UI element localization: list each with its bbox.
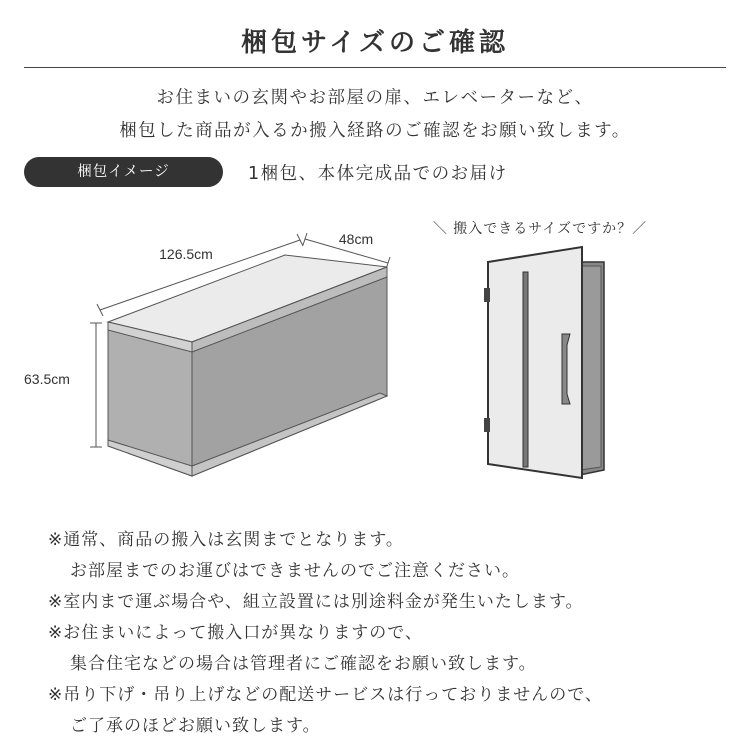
note-4: ※吊り下げ・吊り上げなどの配送サービスは行っておりませんので、 — [48, 685, 603, 705]
note-3-cont: 集合住宅などの場合は管理者にご確認をお願い致します。 — [70, 654, 537, 674]
page-title: 梱包サイズのご確認 — [241, 28, 509, 58]
note-3: ※お住まいによって搬入口が異なりますので、 — [48, 623, 423, 643]
package-diagram — [0, 205, 750, 505]
note-4-cont: ご了承のほどお願い致します。 — [70, 716, 321, 736]
note-2: ※室内まで運ぶ場合や、組立設置には別途料金が発生いたします。 — [48, 592, 584, 612]
door-caption: ＼ 搬入できるサイズですか？／ — [432, 221, 648, 237]
title-divider — [24, 67, 726, 68]
package-image-badge: 梱包イメージ — [24, 157, 223, 187]
note-1: ※通常、商品の搬入は玄関までとなります。 — [48, 530, 404, 550]
intro-line-2: 梱包した商品が入るか搬入経路のご確認をお願い致します。 — [119, 121, 631, 141]
door-illustration — [484, 247, 604, 478]
width-label: 126.5cm — [159, 246, 213, 262]
height-label: 63.5cm — [24, 371, 70, 387]
package-box — [108, 255, 387, 476]
package-note: 1梱包、本体完成品でのお届け — [248, 164, 508, 184]
height-dimension — [24, 323, 102, 447]
intro-line-1: お住まいの玄関やお部屋の扉、エレベーターなど、 — [156, 88, 594, 108]
note-1-cont: お部屋までのお運びはできませんのでご注意ください。 — [70, 561, 520, 581]
depth-label: 48cm — [338, 231, 374, 247]
